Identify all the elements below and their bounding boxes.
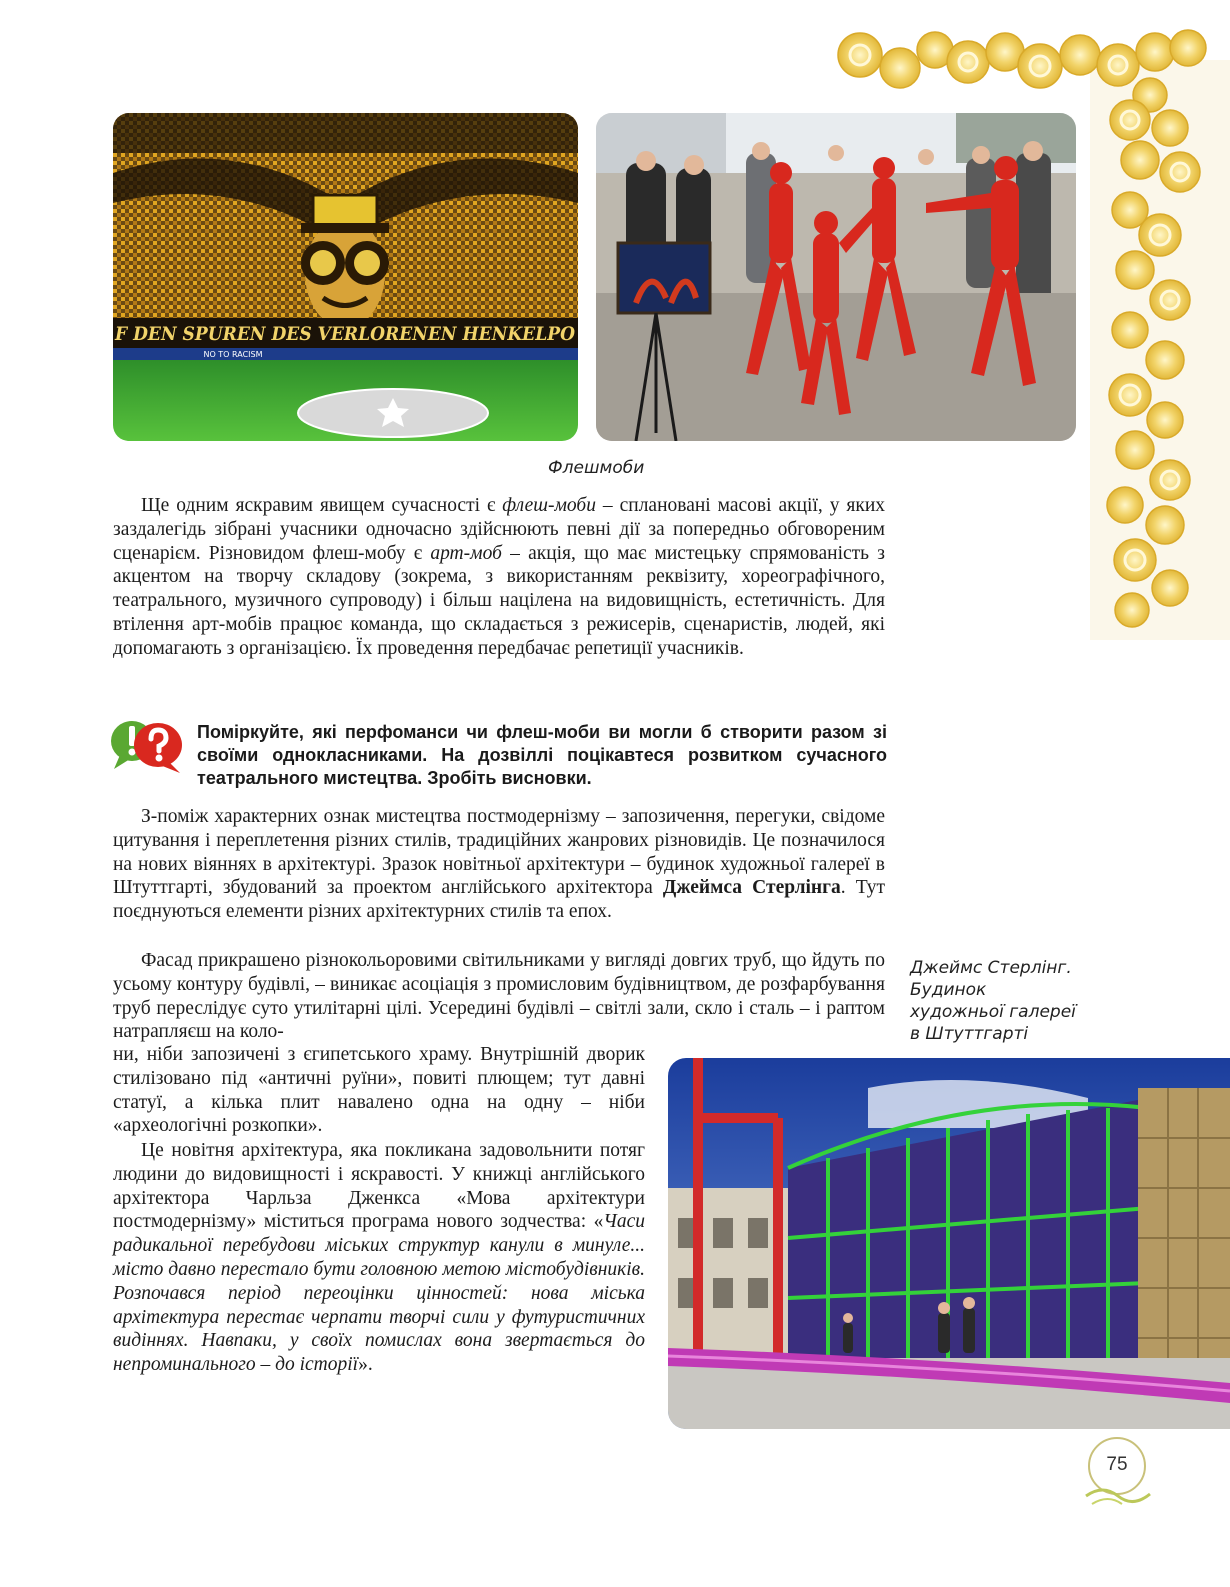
caption-line: художньої галереї xyxy=(910,1002,1076,1022)
term-flashmob: флеш-моби xyxy=(502,495,596,516)
red-suits-artmob-photo xyxy=(596,113,1076,441)
para1-text-a: Ще одним яскравим явищем сучасності є xyxy=(141,495,503,516)
stirling-gallery-caption xyxy=(910,957,1100,1045)
para5-text-a: Це новітня архітектура, яка покликана задовольнити потяг людини до видовищності і яскравості. У книжці англійського архітектора Чарльза Дженкса «Мова архітектури постмодернізму» міститься програма нового зодчества: « xyxy=(113,1140,645,1233)
stadium-board-text: NO TO RACISM xyxy=(203,350,263,359)
flashmobs-caption: Флешмоби xyxy=(548,458,645,478)
paragraph-facade xyxy=(113,949,885,1044)
term-artmob: арт-моб xyxy=(430,542,502,564)
stuttgart-gallery-photo xyxy=(668,1058,1230,1429)
para2-text-b: . Тут поєднуються елементи різних архітектурних стилів та епох. xyxy=(113,877,885,923)
jencks-quote: Часи радикальної перебудови міських структур канули в минуле... місто давно перестало бути головною метою містобудівників. Розпочався період переоцінки цінностей: нова міська архітектура перестає черпати творчі сили у футуристичних видіннях. Навпаки, у своїх помислах вона звертається до непроминального – до історії xyxy=(113,1211,645,1376)
paragraph-flashmobs xyxy=(113,494,885,661)
para1-text-c: – акція, що має мистецьку спрямованість з акцентом на творчу складову (зокрема, з використанням реквізиту, хореографічного, театрального, музичного супроводу) і більш націлена на видовищність, естетичність. Для втілення арт-мобів працює команда, що складається з режисерів, сценаристів, людей, які допомагають з організацією. Їх проведення передбачає репетиції учасників. xyxy=(113,542,885,659)
caption-line: Будинок xyxy=(910,980,987,1000)
paragraph-jencks xyxy=(113,1139,645,1377)
para3-text: Фасад прикрашено різнокольоровими світильниками у вигляді довгих труб, що йдуть по усьому контуру будівлі, – виникає асоціація з промисловим будівництвом, де розфарбування труб переслідує суто утилітарні цілі. Усередині будівлі – світлі зали, скло і сталь – і раптом натрапляєш на коло- xyxy=(113,950,885,1043)
para2-text-a: З-поміж характерних ознак мистецтва постмодернізму – запозичення, перегуки, свідоме цитування і переплетення різних стилів, традиційних жанрових різновидів. Це позначилося на нових віяннях в архітектурі. Зразок новітньої архітектури – будинок художньої галереї в Штуттгарті, збудований за проектом англійського архітектора xyxy=(113,806,885,899)
para5-text-b: ». xyxy=(358,1354,373,1376)
stadium-banner-text: F DEN SPUREN DES VERLORENEN HENKELPO xyxy=(114,323,576,345)
architect-name-bold: Джеймса Стерлінга xyxy=(662,877,841,899)
para1-text-b: – сплановані масові акції, у яких заздалегідь зібрані учасники одночасно здійснюють певні дії за попередньо обговореним сценарієм. Різновидом флеш-мобу є xyxy=(113,495,886,564)
discussion-task xyxy=(110,717,890,797)
stadium-flashmob-photo xyxy=(113,113,578,441)
caption-line: Джеймс Стерлінг. xyxy=(910,958,1072,978)
page-number: 75 xyxy=(1106,1454,1128,1475)
paragraph-postmodernism xyxy=(113,805,885,924)
task-text: Поміркуйте, які перфоманси чи флеш-моби ви могли б створити разом зі своїми однокласниками. На дозвіллі поцікавтеся розвитком сучасного театрального мистецтва. Зробіть висновки. xyxy=(197,722,887,788)
para4-text: ни, ніби запозичені з єгипетського храму. Внутрішній дворик стилізовано під «античні руїни», повиті плющем; тут давні статуї, а кілька плит навалено одна на одну – ніби «археологічні розкопки». xyxy=(113,1044,645,1137)
caption-line: в Штуттгарті xyxy=(910,1024,1029,1044)
page-number-badge xyxy=(1078,1436,1156,1514)
exclamation-question-icon xyxy=(110,717,185,777)
paragraph-courtyard xyxy=(113,1043,645,1138)
